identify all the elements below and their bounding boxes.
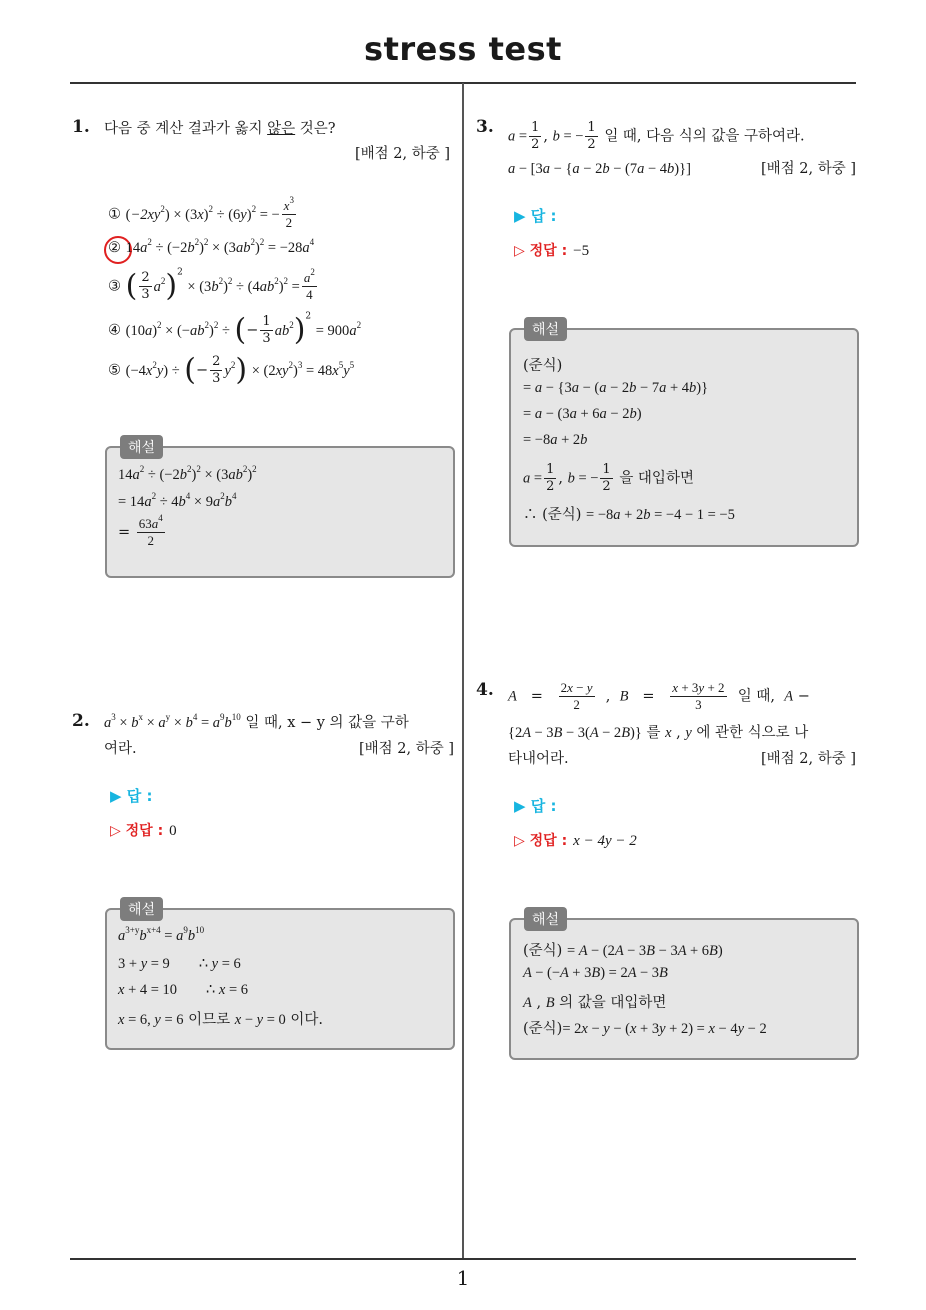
answer-input-2[interactable]: ▶ 답 : — [110, 787, 153, 805]
option-4[interactable]: ④ $(10a)^2 \times (-ab^2)^2$ ÷ (− $\frac{1}{3}$ $ab^2)^2 = 900a^2$ — [108, 311, 362, 348]
column-divider — [462, 83, 464, 1258]
answer-input-4[interactable]: ▶ 답 : — [514, 797, 557, 815]
question-3-expression: a − [3a − {a − 2b − (7a − 4b)}] — [508, 161, 691, 177]
question-4-text-line-3: 타내어라. — [508, 751, 569, 767]
question-1-points: [배점 2, 하중 ] — [354, 146, 450, 162]
question-4-text: A = $\frac{2x - y}{2}$ , B = $\frac{x + 3y + 2}{3}$ 일 때, A − — [508, 680, 810, 712]
answer-input-3[interactable]: ▶ 답 : — [514, 207, 557, 225]
explanation-3-line-6: ∴ (준식) = −8a + 2b = −4 − 1 = −5 — [523, 507, 735, 523]
explanation-2-line-3: x + 4 = 10 ∴ x = 6 — [118, 982, 249, 998]
explanation-1-line-2: = $14a^2 \div 4b^4 \times 9a^2b^4$ — [118, 491, 237, 510]
question-number-4: 4. — [476, 680, 494, 700]
explanation-3-line-5: a = $\frac{1}{2}$ , b = − $\frac{1}{2}$ 을 대입하면 — [523, 462, 694, 494]
explanation-tag-1: 해설 — [120, 435, 163, 459]
explanation-tag-2: 해설 — [120, 897, 163, 921]
explanation-3-line-3: = a − (3a + 6a − 2b) — [523, 406, 642, 422]
question-4-text-line-2: {2A − 3B − 3(A − 2B)} 를 x , y 에 관한 식으로 나 — [508, 725, 809, 741]
explanation-1-line-3: = $\frac{63a^4}{2}$ — [118, 513, 163, 548]
question-number-1: 1. — [72, 117, 90, 137]
question-2-points: [배점 2, 하중 ] — [358, 741, 454, 757]
explanation-2-line-4: x = 6, y = 6 이므로 x − y = 0 이다. — [118, 1012, 323, 1028]
option-1[interactable]: ① $(-2xy^2) \times (3x)^2 \div (6y)^2$ = − $\frac{x^3}{2}$ — [108, 195, 294, 230]
page-number: 1 — [456, 1266, 470, 1290]
option-5[interactable]: ⑤ $(-4x^2y)$ ÷ (− $\frac{2}{3}$ $y^2) \times (2xy^2)^3 = 48x^5y^5$ — [108, 352, 355, 388]
explanation-1-line-1: $14a^2 \div (-2b^2)^2 \times (3ab^2)^2$ — [118, 464, 257, 483]
page-title: stress test — [364, 30, 562, 68]
option-2[interactable]: ② $14a^2 \div (-2b^2)^2 \times (3ab^2)^2 = -28a^4$ — [108, 237, 315, 256]
explanation-tag-4: 해설 — [524, 907, 567, 931]
option-3[interactable]: ③ ( $\frac{2}{3}$ $a^2)^2 \times (3b^2)^2 \div (4ab^2)^2$ = $\frac{a^2}{4}$ — [108, 267, 315, 304]
question-3-text: a = $\frac{1}{2}$ , b = − $\frac{1}{2}$ 일 때, 다음 식의 값을 구하여라. — [508, 120, 805, 152]
explanation-4-line-4: (준식)= 2x − y − (x + 3y + 2) = x − 4y − 2 — [523, 1021, 767, 1037]
question-4-points: [배점 2, 하중 ] — [760, 751, 856, 767]
question-number-2: 2. — [72, 711, 90, 731]
question-2-text: $a^3 \times b^x \times a^y \times b^4 = a^9b^{10}$ 일 때, x − y 의 값을 구하 — [104, 712, 409, 731]
question-1-text: 다음 중 계산 결과가 옳지 않은 것은? — [104, 121, 336, 137]
explanation-2-line-2: 3 + y = 9 ∴ y = 6 — [118, 956, 241, 972]
correct-answer-4: ▷ 정답 : x − 4y − 2 — [514, 833, 637, 849]
explanation-3-line-4: = −8a + 2b — [523, 432, 588, 448]
explanation-4-line-1: (준식) = A − (2A − 3B − 3A + 6B) — [523, 943, 723, 959]
explanation-box-1 — [105, 446, 455, 578]
explanation-2-line-1: $a^{3+y}b^{x+4} = a^9b^{10}$ — [118, 925, 205, 944]
explanation-3-line-1: (준식) — [523, 358, 563, 374]
correct-answer-3: ▷ 정답 : −5 — [514, 243, 590, 259]
question-3-points: [배점 2, 하중 ] — [760, 161, 856, 177]
correct-answer-2: ▷ 정답 : 0 — [110, 823, 177, 839]
bottom-rule — [70, 1258, 856, 1260]
question-number-3: 3. — [476, 117, 494, 137]
question-2-text-line-2: 여라. — [104, 741, 137, 757]
emphasis-not: 않은 — [267, 121, 296, 137]
explanation-4-line-2: A − (−A + 3B) = 2A − 3B — [523, 965, 668, 981]
explanation-4-line-3: A , B 의 값을 대입하면 — [523, 995, 667, 1011]
explanation-tag-3: 해설 — [524, 317, 567, 341]
explanation-3-line-2: = a − {3a − (a − 2b − 7a + 4b)} — [523, 380, 709, 396]
